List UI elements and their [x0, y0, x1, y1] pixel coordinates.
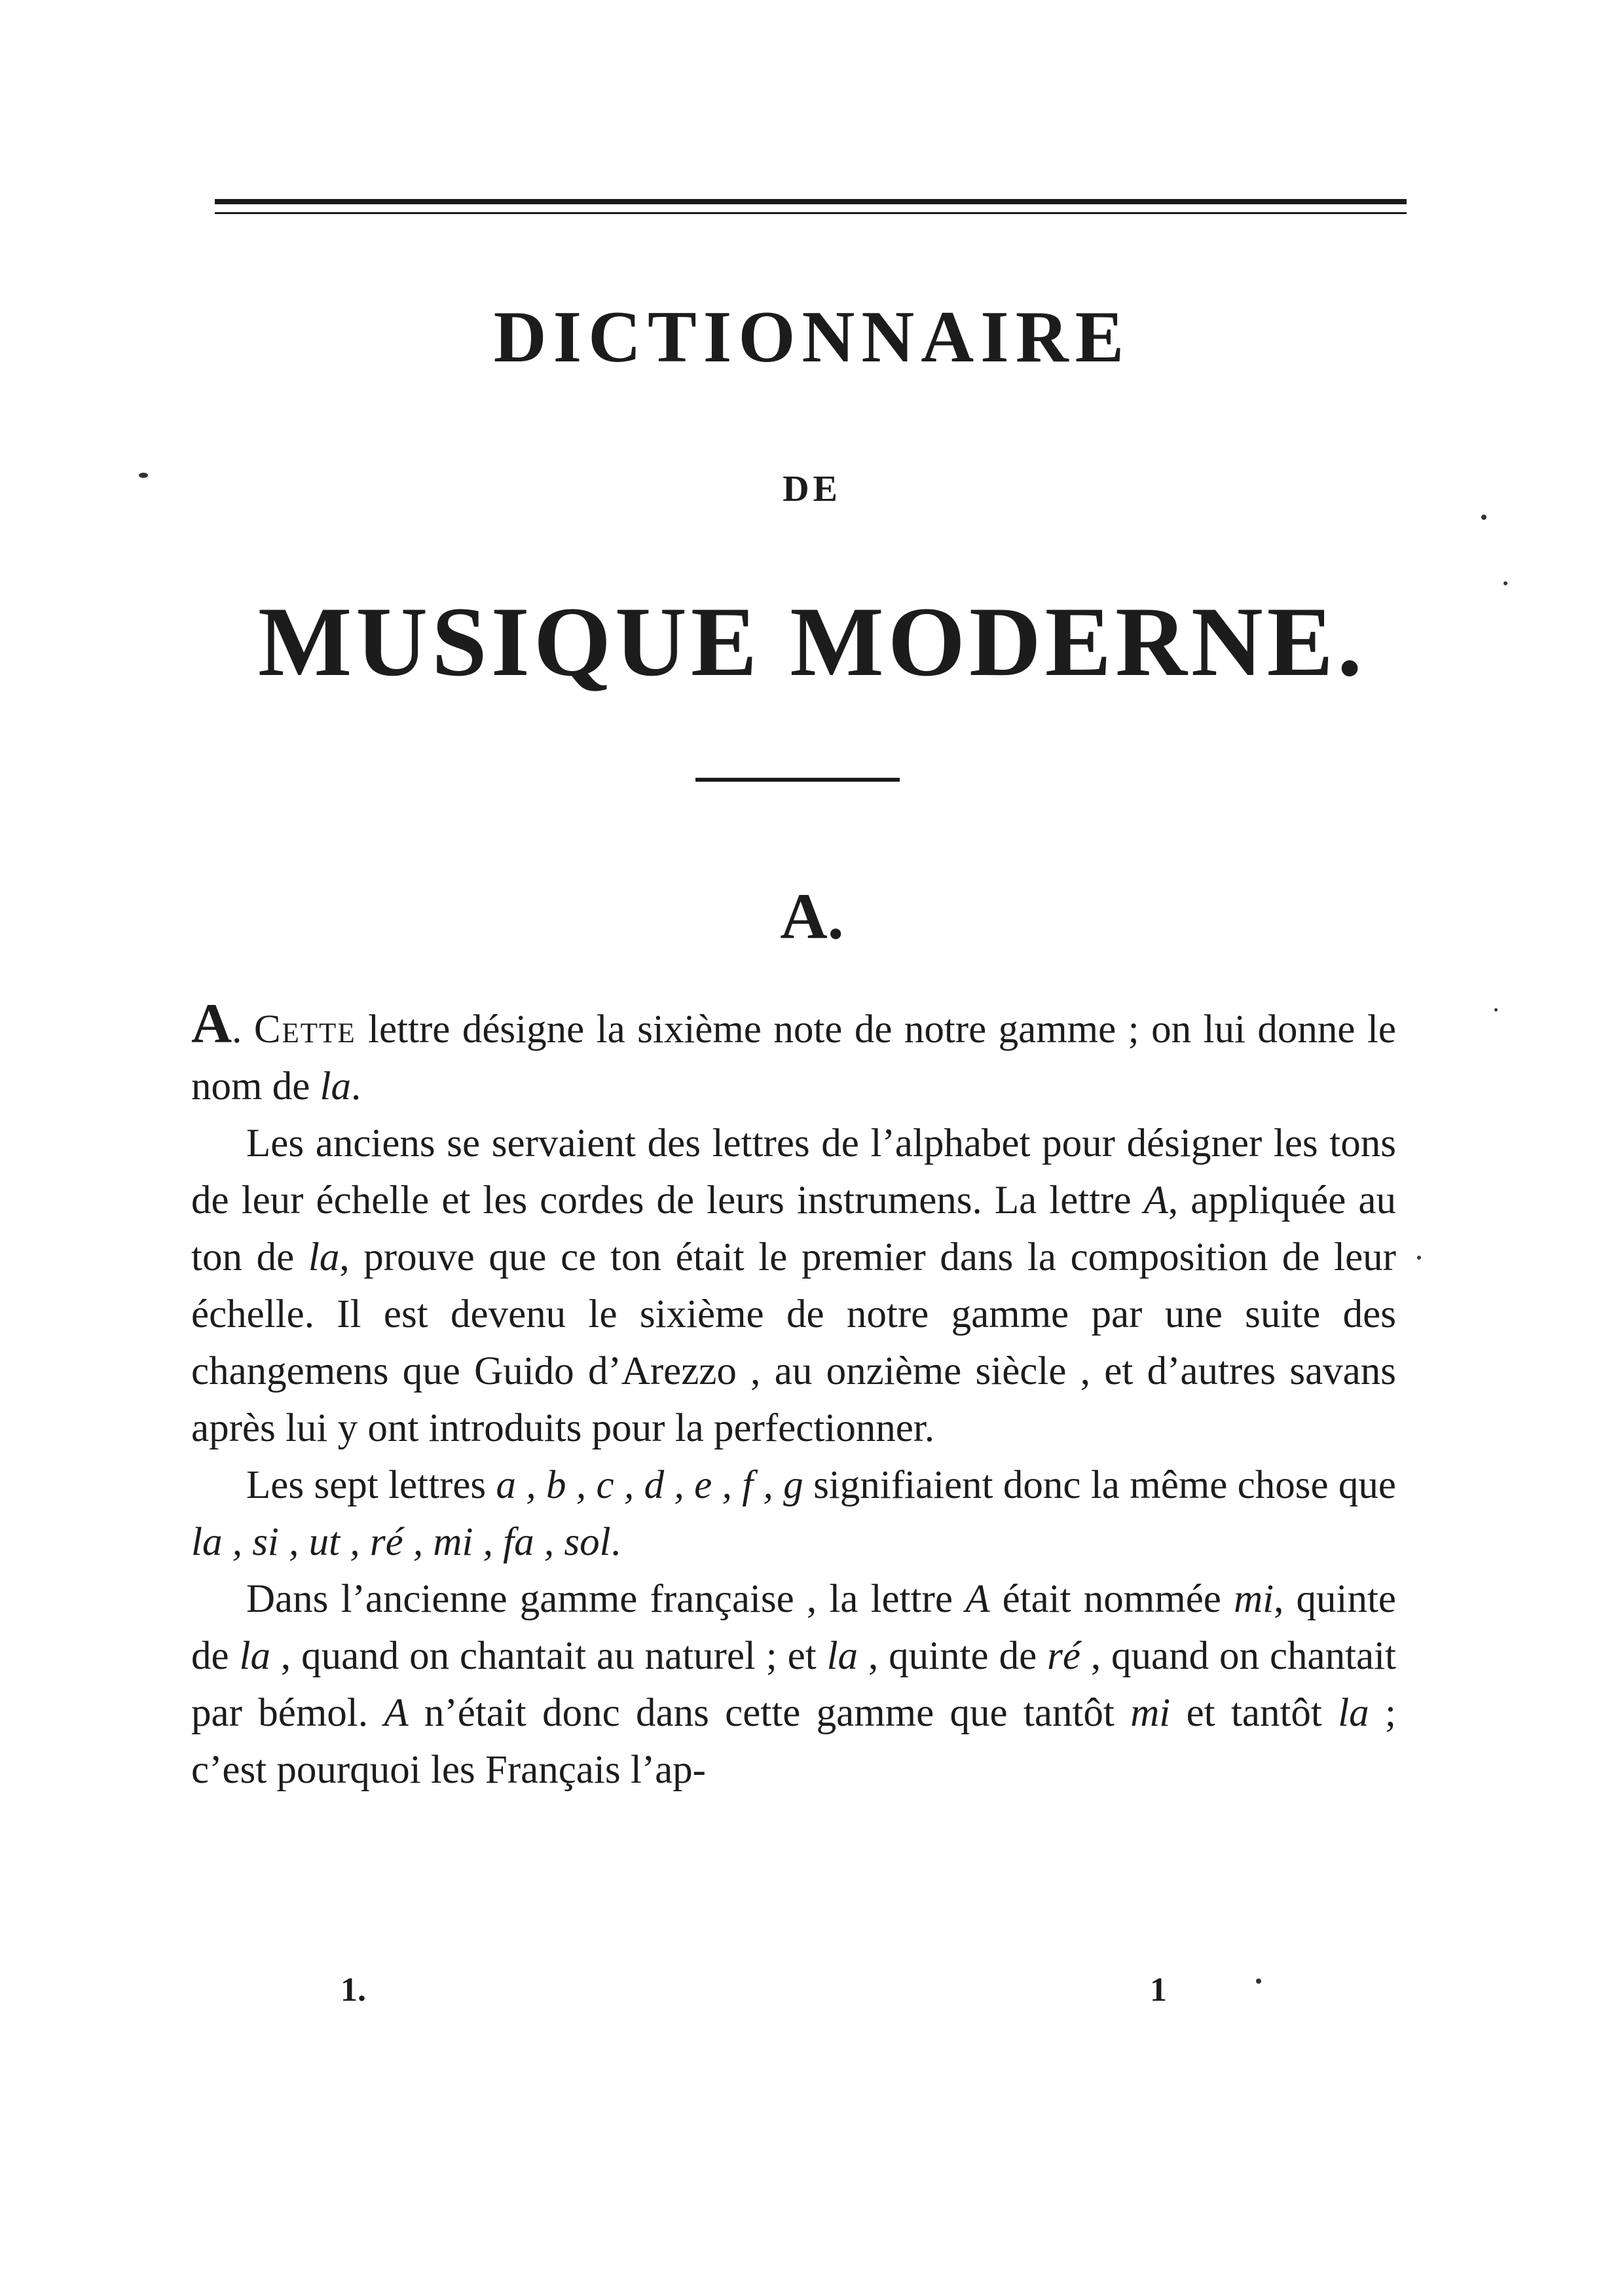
header-rule-thin: [215, 212, 1407, 214]
entry-paragraph-2: Les anciens se servaient des lettres de l’alphabet pour désigner les tons de leur échelle et les cordes de leurs instrumens. La lettre A, appliquée au ton de la, prouve que ce ton était le premier dans la composition de leur échelle. Il est devenu le sixième de notre gamme par une suite des changemens que Guido d’Arezzo , au onzième siècle , et d’autres savans après lui y ont introduits pour la perfectionner.: [191, 1121, 1396, 1450]
title-musique-moderne: MUSIQUE MODERNE.: [257, 587, 1367, 697]
entry-body: [191, 992, 1397, 1798]
title-dictionnaire: DICTIONNAIRE: [493, 297, 1131, 378]
title-de: DE: [783, 469, 841, 509]
header-rule-thick: [215, 199, 1407, 204]
section-heading-a: A.: [780, 880, 844, 953]
page-number: 1: [1150, 1971, 1167, 2009]
print-speck: [1494, 1008, 1498, 1011]
header-double-rule: [215, 199, 1407, 216]
print-speck: [1417, 1256, 1421, 1260]
entry-headword: A: [191, 992, 232, 1055]
print-speck: [139, 473, 148, 478]
entry-paragraph-1: A. Cette lettre désigne la sixième note de notre gamme ; on lui donne le nom de la.: [191, 992, 1396, 1108]
entry-paragraph-4: Dans l’ancienne gamme française , la lettre A était nommée mi, quinte de la , quand on chantait au naturel ; et la , quinte de ré , quand on chantait par bémol. A n’était donc dans cette gamme que tantôt mi et tantôt la ; c’est pourquoi les Français l’ap-: [191, 1577, 1397, 1792]
signature-mark: 1.: [341, 1971, 366, 2009]
print-speck: [1504, 581, 1507, 585]
entry-lead-word: Cette: [253, 1008, 356, 1051]
page-footer: [0, 1971, 1624, 2023]
print-speck: [1481, 515, 1486, 520]
title-separator-rule: [695, 778, 900, 782]
entry-paragraph-3: Les sept lettres a , b , c , d , e , f , g signifiaient donc la même chose que la , si , ut , ré , mi , fa , sol.: [191, 1463, 1397, 1564]
print-speck: [1256, 1978, 1261, 1984]
